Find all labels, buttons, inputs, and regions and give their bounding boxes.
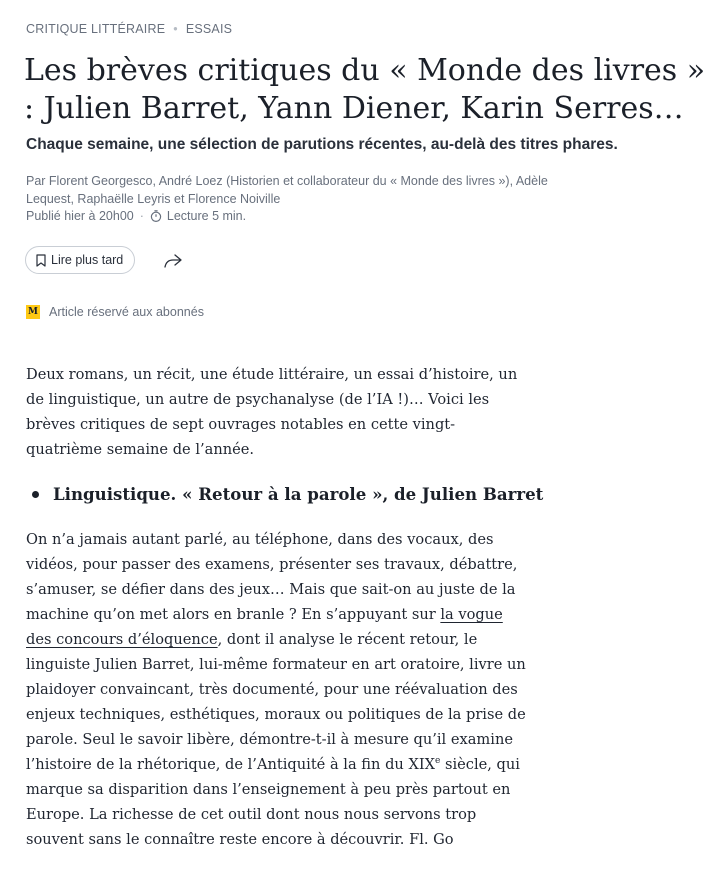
eloquence-link[interactable]: la vogue des concours d’éloquence — [26, 606, 503, 648]
share-button[interactable] — [160, 248, 186, 274]
breadcrumb-category[interactable]: ESSAIS — [185, 22, 233, 36]
paragraph-text-start: On n’a jamais autant parlé, au téléphone, dans des vocaux, des vidéos, pour passer des examens, présenter ses travaux, débattre, s’amuser, se défier dans des jeux… Mais que sait-on au juste de la machine qu’on met alors en branle ? En s’appuyant sur — [26, 531, 518, 623]
section-heading — [26, 484, 546, 504]
article-intro: Deux romans, un récit, une étude littéraire, un essai d’histoire, un de linguistique, un autre de psychanalyse (de l’IA !)… Voici les brèves critiques de sept ouvrages notables en cette vingt-quatrième semaine de l’année. — [26, 366, 518, 458]
meta-separator: · — [139, 209, 144, 223]
paragraph-text-end: siècle, qui marque sa disparition dans l’enseignement à peu près partout en Europe. La richesse de cet outil dont nous nous servons trop souvent sans le connaître reste encore à découvrir. Fl. Go — [26, 756, 520, 848]
reading-time: Lecture 5 min. — [166, 209, 247, 223]
subscriber-notice-label: Article réservé aux abonnés — [49, 305, 204, 319]
read-later-label: Lire plus tard — [51, 253, 124, 267]
century-superscript: e — [435, 756, 441, 767]
le-monde-logo-icon: M — [26, 305, 40, 319]
subscriber-notice — [26, 305, 204, 319]
article-title: Les brèves critiques du « Monde des livres » : Julien Barret, Yann Diener, Karin Serres… — [24, 53, 706, 126]
article-chapo: Chaque semaine, une sélection de parutions récentes, au-delà des titres phares. — [26, 136, 618, 153]
breadcrumb-separator: • — [173, 22, 178, 36]
clock-icon — [150, 210, 162, 222]
article-paragraph — [26, 527, 526, 852]
bullet-icon — [32, 491, 39, 498]
article-meta — [26, 209, 246, 223]
article-byline: Par Florent Georgesco, André Loez (Historien et collaborateur du « Monde des livres »), Adèle Lequest, Raphaëlle Leyris et Florence Noiville — [26, 174, 548, 206]
breadcrumb — [26, 22, 232, 36]
publish-date: Publié hier à 20h00 — [26, 209, 134, 223]
section-heading-text: Linguistique. « Retour à la parole », de Julien Barret — [53, 484, 544, 504]
bookmark-icon — [36, 254, 46, 267]
breadcrumb-rubric[interactable]: CRITIQUE LITTÉRAIRE — [26, 22, 166, 36]
paragraph-text-middle: , dont il analyse le récent retour, le linguiste Julien Barret, lui-même formateur en art oratoire, livre un plaidoyer convaincant, très documenté, pour une réévaluation des enjeux techniques, esthétiques, moraux ou politiques de la prise de parole. Seul le savoir libère, démontre-t-il à mesure qu’il examine l’histoire de la rhétorique, de l’Antiquité à la fin du XIX — [26, 631, 526, 773]
share-arrow-icon — [164, 254, 182, 268]
read-later-button[interactable] — [25, 246, 135, 274]
